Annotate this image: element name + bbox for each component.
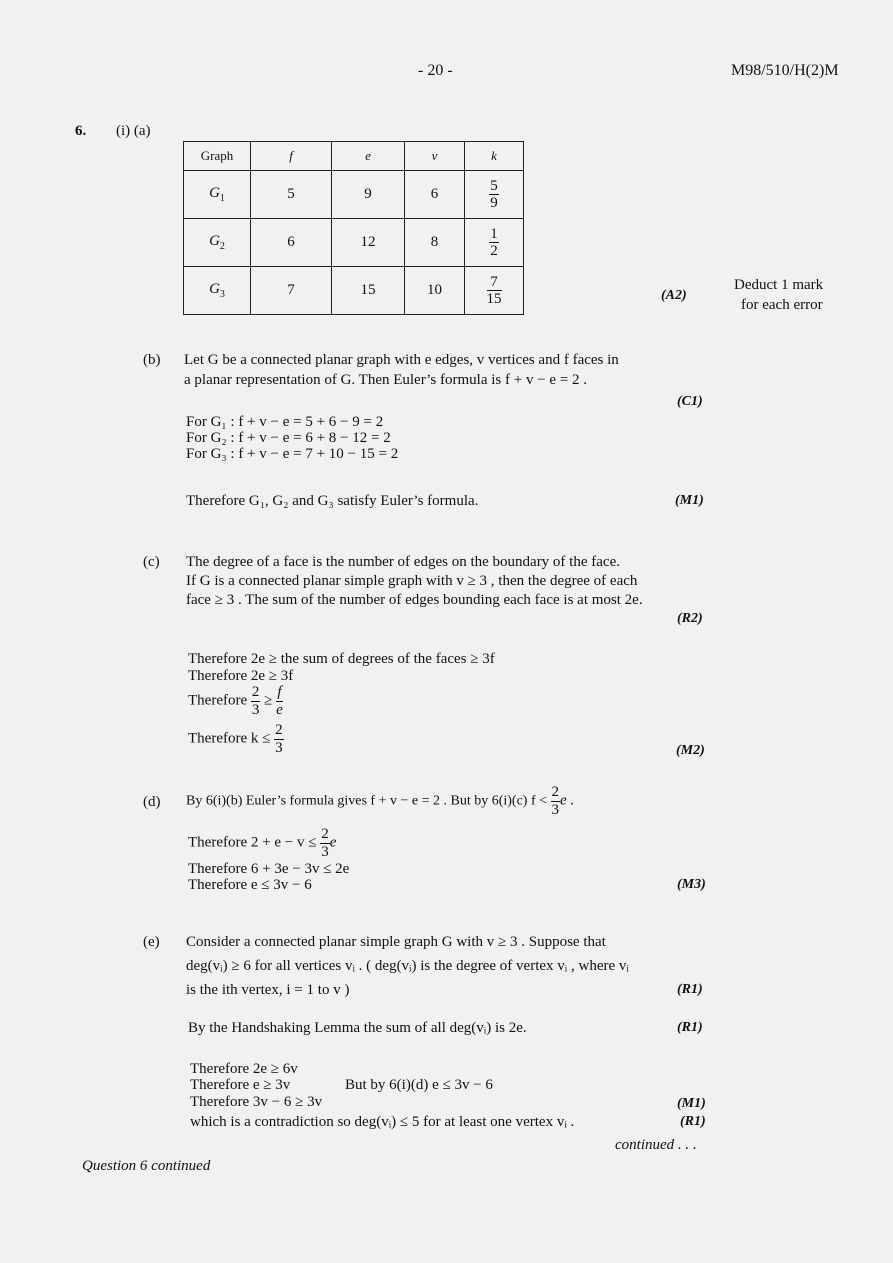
deduct-note-line2: for each error [741,297,823,313]
table-header-row [184,142,524,171]
part-d-line1: By 6(i)(b) Euler’s formula gives f + v − e = 2 . But by 6(i)(c) f < $\frac{2}{3}$ e . [186,784,575,818]
part-d-step1: Therefore 2 + e − v ≤ $\frac{2}{3}$ e [188,826,337,860]
part-e-step2: Therefore e ≥ 3v [190,1077,291,1093]
part-c-step4: Therefore k ≤ $\frac{2}{3}$ [188,722,283,756]
part-c-line3: face ≥ 3 . The sum of the number of edges bounding each face is at most 2e. [186,592,643,608]
mark-m1-e: (M1) [677,1096,706,1111]
part-e-line3: is the ith vertex, i = 1 to v ) [186,982,350,998]
deduct-note-line1: Deduct 1 mark [734,277,824,293]
part-b-line1: Let G be a connected planar graph with e edges, v vertices and f faces in [184,352,619,368]
part-c-step3: Therefore $\frac{2}{3}$ ≥ $\frac{f}{e}$ [188,684,283,718]
cell-v: 8 [405,219,465,267]
cell-f: 7 [251,267,332,315]
cell-f: 6 [251,219,332,267]
cell-graph: $G_1$ [184,171,251,219]
part-e-step3: Therefore 3v − 6 ≥ 3v [190,1094,323,1110]
part-b-g1: For G₁ : f + v − e = 5 + 6 − 9 = 2 [186,414,384,430]
part-c-step1: Therefore 2e ≥ the sum of degrees of the faces ≥ 3f [188,651,495,667]
part-e-line4: By the Handshaking Lemma the sum of all deg(vᵢ) is 2e. [188,1020,527,1036]
header-e: e [332,142,405,171]
part-d-step2: Therefore 6 + 3e − 3v ≤ 2e [188,861,350,877]
document-code: M98/510/H(2)M [731,62,839,79]
part-b-g3: For G₃ : f + v − e = 7 + 10 − 15 = 2 [186,446,399,462]
mark-m1: (M1) [675,493,704,508]
graph-table [183,141,524,315]
mark-r2: (R2) [677,611,703,626]
cell-v: 6 [405,171,465,219]
part-b-line2: a planar representation of G. Then Euler’s formula is f + v − e = 2 . [184,372,588,388]
part-e-line1: Consider a connected planar simple graph G with v ≥ 3 . Suppose that [186,934,606,950]
question-part: (i) (a) [116,123,151,139]
cell-v: 10 [405,267,465,315]
part-e-label: (e) [143,934,160,950]
part-d-label: (d) [143,794,161,810]
part-b-label: (b) [143,352,161,368]
continued-note: continued . . . [615,1137,697,1153]
cell-k: $\frac{7}{15}$ [465,267,524,315]
part-c-line1: The degree of a face is the number of edges on the boundary of the face. [186,554,620,570]
mark-r1-b: (R1) [677,1020,703,1035]
question-continued: Question 6 continued [82,1158,211,1174]
part-c-label: (c) [143,554,160,570]
page-number: - 20 - [418,62,453,79]
header-k: k [465,142,524,171]
part-c-line2: If G is a connected planar simple graph with v ≥ 3 , then the degree of each [186,573,638,589]
table-row [184,267,524,315]
cell-f: 5 [251,171,332,219]
mark-m2: (M2) [676,743,705,758]
mark-r1-a: (R1) [677,982,703,997]
cell-e: 9 [332,171,405,219]
part-e-step4: which is a contradiction so deg(vᵢ) ≤ 5 for at least one vertex vᵢ . [190,1114,575,1130]
part-e-step1: Therefore 2e ≥ 6v [190,1061,298,1077]
mark-m3: (M3) [677,877,706,892]
cell-graph: $G_2$ [184,219,251,267]
cell-graph: $G_3$ [184,267,251,315]
part-b-g2: For G₂ : f + v − e = 6 + 8 − 12 = 2 [186,430,391,446]
header-f: f [251,142,332,171]
question-number: 6. [75,123,87,139]
part-b-conclusion: Therefore G₁, G₂ and G₃ satisfy Euler’s formula. [186,493,479,509]
cell-e: 15 [332,267,405,315]
table-row [184,219,524,267]
cell-e: 12 [332,219,405,267]
cell-k: $\frac{5}{9}$ [465,171,524,219]
mark-a2: (A2) [661,288,687,303]
part-e-line2: deg(vᵢ) ≥ 6 for all vertices vᵢ . ( deg(vᵢ) is the degree of vertex vᵢ , where vᵢ [186,958,629,974]
part-e-step2b: But by 6(i)(d) e ≤ 3v − 6 [345,1077,493,1093]
mark-r1-c: (R1) [680,1114,706,1129]
table-row [184,171,524,219]
part-c-step2: Therefore 2e ≥ 3f [188,668,294,684]
cell-k: $\frac{1}{2}$ [465,219,524,267]
header-v: v [405,142,465,171]
mark-c1: (C1) [677,394,703,409]
header-graph: Graph [184,142,251,171]
part-d-step3: Therefore e ≤ 3v − 6 [188,877,312,893]
